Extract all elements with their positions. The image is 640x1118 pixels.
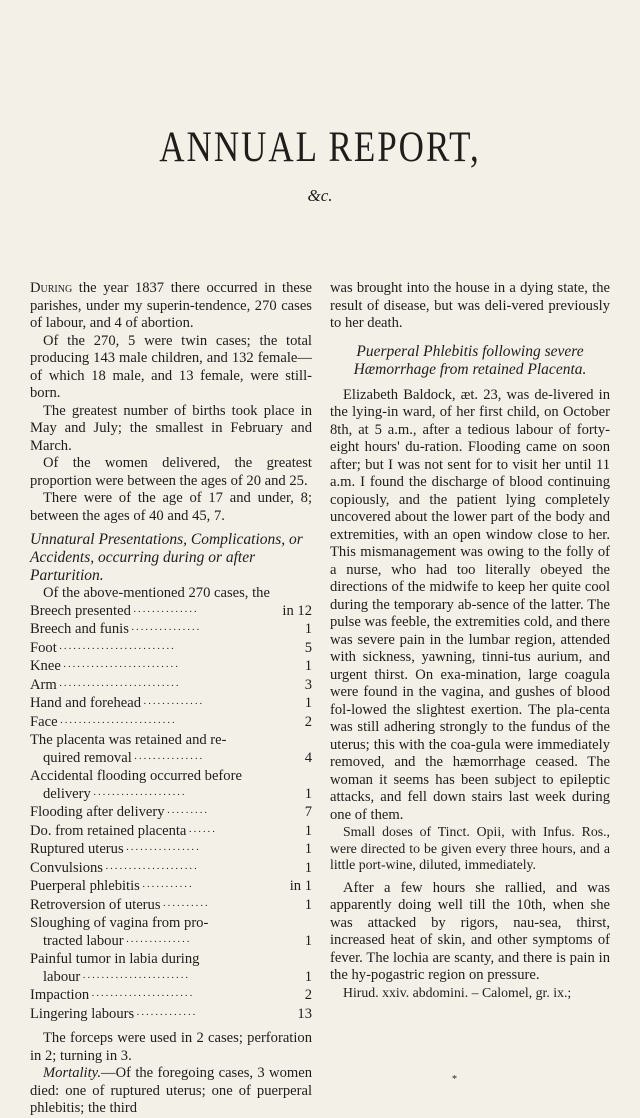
table-row (30, 897, 312, 916)
mortality-text: —Of the foregoing cases, 3 women died: one of ruptured uterus; one of puerperal phlebitis; the third (30, 1065, 312, 1116)
paragraph-births: The greatest number of births took place in May and July; the smallest in February and March. (30, 402, 312, 454)
row-value: 1 (304, 695, 312, 711)
row-value: 7 (304, 804, 312, 820)
mortality-label: Mortality. (43, 1065, 101, 1081)
row-leader: ·············· (125, 935, 191, 948)
paragraph-intro-text: the year 1837 there occurred in these parishes, under my superin-tendence, 270 cases of labour, and 4 of abortion. (30, 280, 312, 331)
row-value: 4 (304, 749, 312, 766)
table-row-tumor-first: Painful tumor in labia during (30, 951, 200, 967)
left-column (30, 280, 312, 1118)
row-leader: ···················· (104, 862, 199, 875)
row-value: in 1 (289, 878, 312, 894)
row-label: Foot (30, 639, 57, 656)
table-row (30, 603, 312, 622)
row-value: 2 (304, 713, 312, 730)
row-leader: ··············· (133, 752, 204, 765)
row-label: tracted labour (43, 932, 124, 949)
row-label: delivery (43, 785, 91, 802)
table-row (30, 786, 312, 805)
right-column (330, 280, 610, 1001)
row-label: Retroversion of uterus (30, 896, 161, 913)
row-leader: ··········· (141, 881, 194, 893)
table-row (30, 714, 312, 733)
row-leader: ············· (143, 698, 204, 710)
table-row (30, 841, 312, 860)
case-heading: Puerperal Phlebitis following severe Hæmorrhage from retained Placenta. (353, 342, 587, 378)
table-row (30, 621, 312, 640)
paragraph-ages: Of the women delivered, the greatest proportion were between the ages of 20 and 25. (30, 455, 312, 489)
row-value: 1 (304, 822, 312, 839)
row-leader: ·························· (58, 679, 181, 692)
row-value: 5 (304, 639, 312, 656)
signature-mark: * (452, 1074, 457, 1085)
cases-table (30, 603, 312, 1025)
paragraph-twins: Of the 270, 5 were twin cases; the total producing 143 male children, and 132 female—of which 18 male, and 13 female, were still-born. (30, 332, 312, 401)
table-row-placenta-first: The placenta was retained and re- (30, 732, 227, 748)
table-row-sloughing-first: Sloughing of vagina from pro- (30, 915, 209, 931)
row-leader: ························· (62, 661, 180, 673)
row-leader: ·············· (132, 605, 199, 618)
table-intro: Of the above-mentioned 270 cases, the (43, 585, 270, 601)
paragraph-treatment: Small doses of Tinct. Opii, with Infus. Ros., were directed to be given every three hours, and a little port-wine, diluted, immediately. (330, 824, 610, 872)
paragraph-forceps: The forceps were used in 2 cases; perforation in 2; turning in 3. (30, 1030, 312, 1064)
row-value: 1 (304, 968, 312, 985)
row-label: Face (30, 713, 58, 730)
row-leader: ······················ (91, 990, 194, 1002)
page-subtitle: &c. (307, 186, 333, 205)
row-label: Puerperal phlebitis (30, 878, 140, 894)
table-row (30, 969, 312, 988)
table-row (30, 823, 312, 842)
row-leader: ······ (188, 825, 217, 838)
row-label: Flooding after delivery (30, 804, 165, 820)
row-label: Impaction (30, 987, 90, 1003)
row-label: Arm (30, 676, 57, 693)
paragraph-progress: After a few hours she rallied, and was apparently doing well till the 10th, when she was attacked by rigors, nau-sea, thirst, increased heat of skin, and other symptoms of fever. The lochia are scanty, and there is pain in the hy-pogastric region on pressure. (330, 879, 610, 983)
row-label: Convulsions (30, 859, 103, 876)
row-leader: ············· (136, 1008, 197, 1021)
drop-word: During (30, 280, 73, 296)
row-label: Hand and forehead (30, 695, 142, 711)
table-row (30, 677, 312, 696)
page-title: ANNUAL REPORT, (159, 122, 481, 171)
row-leader: ········· (166, 807, 209, 819)
section-heading: Unnatural Presentations, Complications, or Accidents, occurring during or after Parturition. (30, 531, 303, 584)
row-label: Breech and funis (30, 621, 129, 637)
paragraph-continued: was brought into the house in a dying state, the result of disease, but was deli-vered previously to her death. (330, 280, 610, 331)
row-label: Lingering labours (30, 1005, 135, 1022)
table-row (30, 987, 312, 1006)
row-label: Do. from retained placenta (30, 822, 187, 839)
table-row (30, 933, 312, 952)
row-leader: ························· (58, 642, 176, 655)
table-row (30, 695, 312, 714)
paragraph-age-range: There were of the age of 17 and under, 8; between the ages of 40 and 45, 7. (30, 490, 312, 524)
row-label: labour (43, 968, 81, 985)
row-leader: ·········· (162, 899, 210, 912)
table-row (30, 750, 312, 769)
row-leader: ················ (125, 844, 201, 856)
row-value: 1 (304, 658, 312, 674)
row-value: 1 (304, 785, 312, 802)
row-label: Breech presented (30, 602, 131, 619)
row-leader: ··············· (130, 624, 201, 636)
table-row (30, 1006, 312, 1025)
table-row (30, 860, 312, 879)
row-value: 2 (304, 987, 312, 1003)
paragraph-case: Elizabeth Baldock, æt. 23, was de-livered in the lying-in ward, of her first child, on October 8th, at 5 a.m., after a tedious labour of forty-eight hours' du-ration. Flooding came on soon after; but I was not sent for to visit her until 11 a.m. I found the discharge of blood continuing copiously, and the patient lying completely uncovered about the lower part of the body and extremities, with an open window close to her. This mismanagement was owing to the folly of a nurse, who had too literally obeyed the directions of the midwife to keep her quite cool during the temporary ab-sence of the latter. The pulse was feeble, the extremities cold, and there was severe pain in the lumbar region, attended with sickness, yawning, tinni-tus aurium, and urgent thirst. On exa-mination, large coagula were found in the vagina, and gushes of blood fol-lowed the slightest exertion. The pla-centa was still adhering strongly to the fundus of the uterus; this with the coa-gula were immediately removed, and the hæmorrhage ceased. The woman it seems has been subject to epileptic attacks, and fell down stairs last week during one of them. (330, 386, 611, 823)
paragraph-intro (30, 280, 312, 333)
row-label: Knee (30, 658, 61, 674)
row-label: Ruptured uterus (30, 841, 124, 857)
paragraph-mortality (30, 1065, 312, 1118)
row-leader: ······················· (82, 971, 190, 984)
row-value: in 12 (282, 602, 312, 619)
row-value: 3 (304, 676, 312, 693)
table-row (30, 804, 312, 823)
paragraph-prescription: Hirud. xxiv. abdomini. – Calomel, gr. ix.; (343, 984, 572, 1000)
row-value: 1 (304, 621, 312, 637)
row-value: 1 (304, 859, 312, 876)
row-value: 1 (304, 896, 312, 913)
row-label: quired removal (43, 749, 132, 766)
row-value: 13 (297, 1005, 312, 1022)
table-row (30, 658, 312, 677)
row-value: 1 (304, 932, 312, 949)
table-row (30, 878, 312, 897)
table-row (30, 640, 312, 659)
table-row-flooding-first: Accidental flooding occurred before (30, 768, 242, 784)
row-leader: ···················· (92, 788, 187, 801)
row-value: 1 (304, 841, 312, 857)
row-leader: ························· (59, 716, 177, 729)
